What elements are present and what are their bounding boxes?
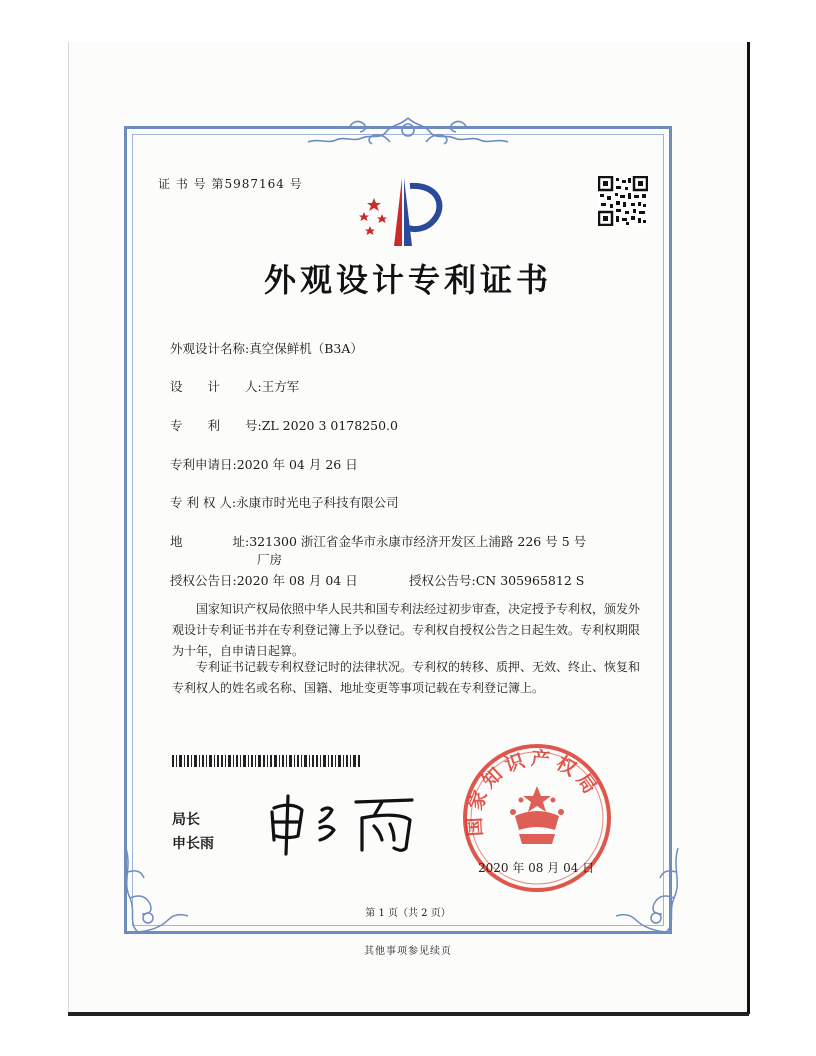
signatory-name: 申长雨 — [172, 836, 214, 852]
application-date-value: 2020 年 04 月 26 日 — [236, 457, 358, 472]
address-value-line1: 321300 浙江省金华市永康市经济开发区上浦路 226 号 5 号 — [249, 534, 587, 549]
qr-code-icon — [598, 176, 648, 226]
patentee-value: 永康市时光电子科技有限公司 — [236, 495, 399, 510]
address-row — [170, 532, 586, 550]
patent-number-value: ZL 2020 3 0178250.0 — [261, 418, 398, 433]
design-name-value: 真空保鲜机（B3A） — [249, 341, 363, 356]
page-edge-shadow — [68, 1012, 749, 1016]
paragraph-text: 国家知识产权局依照中华人民共和国专利法经过初步审查，决定授予专利权，颁发外观设计专利证书并在专利登记簿上予以登记。专利权自授权公告之日起生效。专利权期限为十年，自申请日起算。 — [172, 602, 641, 658]
field-label: 授权公告号: — [409, 573, 476, 588]
handwritten-signature-icon — [262, 790, 422, 860]
seal-text: 国家知识产权局 — [463, 747, 604, 837]
seal-date: 2020 年 08 月 04 日 — [478, 861, 595, 875]
designer-value: 王方军 — [261, 379, 300, 394]
grant-number-value: CN 305965812 S — [475, 573, 585, 588]
field-label: 专 利 权 人: — [170, 495, 237, 510]
statement-paragraph-1 — [172, 599, 642, 662]
field-label: 专利申请日: — [170, 457, 237, 472]
signatory-title: 局长 — [172, 812, 200, 828]
field-label: 设 计 人: — [170, 379, 262, 394]
corner-ornament-icon — [606, 838, 686, 938]
design-name-row — [170, 339, 363, 357]
patent-number-row — [170, 416, 398, 434]
top-ornament-icon — [300, 112, 516, 152]
field-label: 地 址: — [170, 534, 250, 549]
scan-margin — [0, 0, 816, 40]
page-number: 第 1 页（共 2 页） — [365, 908, 451, 919]
application-date-row — [170, 455, 358, 473]
paragraph-text: 专利证书记载专利权登记时的法律状况。专利权的转移、质押、无效、终止、恢复和专利权人的姓名或名称、国籍、地址变更等事项记载在专利登记簿上。 — [172, 660, 641, 695]
barcode-icon — [172, 755, 362, 767]
grant-number-row — [409, 571, 584, 589]
certificate-title: 外观设计专利证书 — [263, 261, 552, 299]
certificate-number: 证 书 号 第5987164 号 — [158, 177, 303, 191]
corner-ornament-icon — [118, 838, 198, 938]
grant-date-row — [170, 571, 358, 589]
statement-paragraph-2 — [172, 657, 642, 699]
patent-office-logo-icon — [352, 176, 448, 248]
field-label: 授权公告日: — [170, 573, 237, 588]
grant-date-value: 2020 年 08 月 04 日 — [236, 573, 358, 588]
designer-row — [170, 377, 299, 395]
field-label: 外观设计名称: — [170, 341, 250, 356]
footnote: 其他事项参见续页 — [364, 946, 452, 957]
address-value-line2: 厂房 — [257, 552, 283, 567]
field-label: 专 利 号: — [170, 418, 262, 433]
patentee-row — [170, 493, 399, 511]
